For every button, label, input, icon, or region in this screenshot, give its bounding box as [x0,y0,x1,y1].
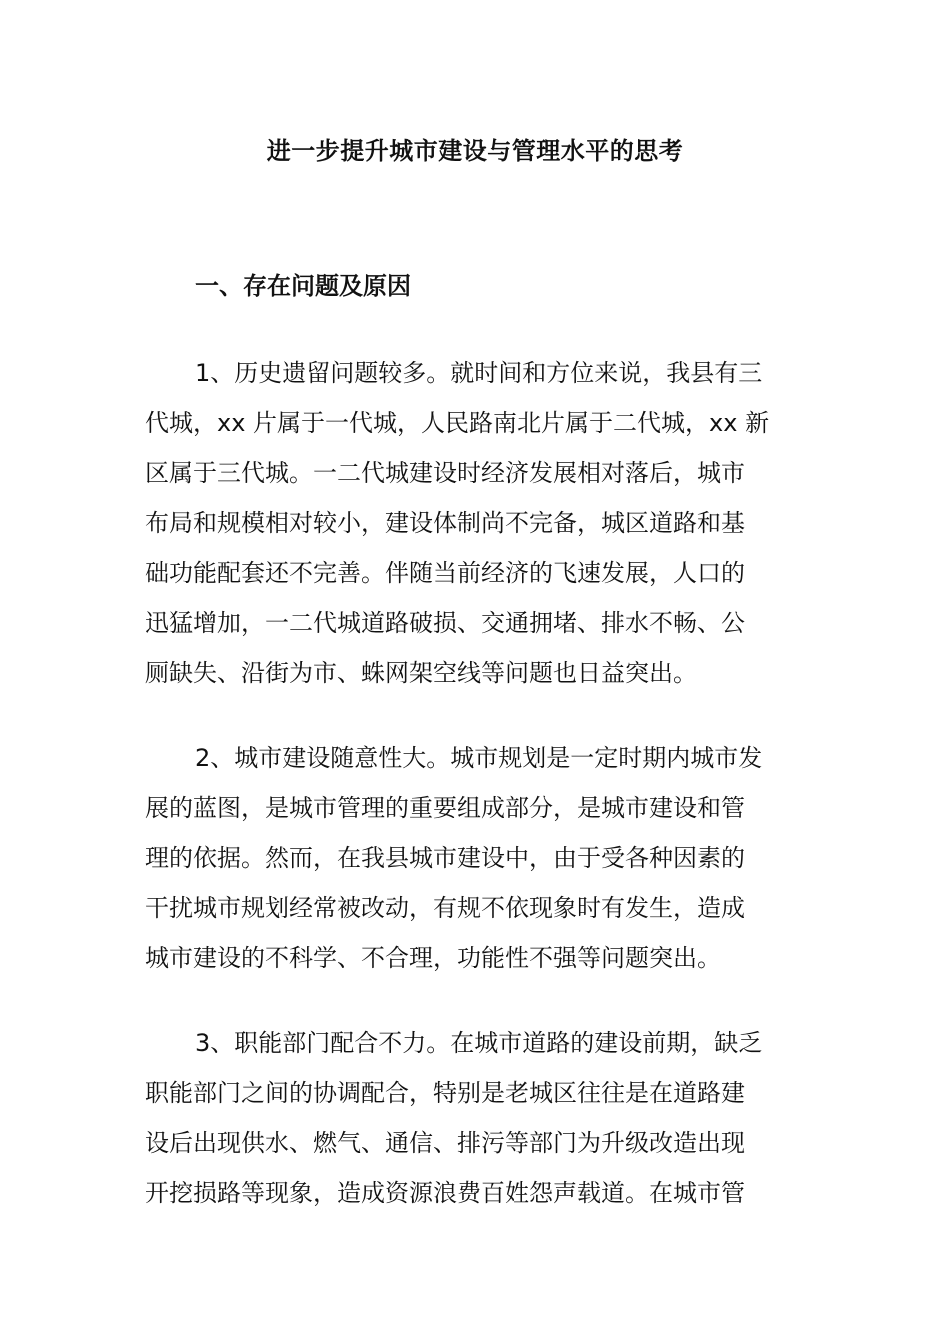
paragraph-line: 理的依据。然而，在我县城市建设中，由于受各种因素的 [145,844,745,872]
paragraph-line: 布局和规模相对较小，建设体制尚不完备，城区道路和基 [145,509,745,537]
paragraph-line: 厕缺失、沿街为市、蛛网架空线等问题也日益突出。 [145,659,697,687]
paragraph-line: 开挖损路等现象，造成资源浪费百姓怨声载道。在城市管 [145,1179,745,1207]
paragraph-line: 职能部门之间的协调配合，特别是老城区往往是在道路建 [145,1079,745,1107]
paragraph-line: 展的蓝图，是城市管理的重要组成部分，是城市建设和管 [145,794,745,822]
paragraph-line: 干扰城市规划经常被改动，有规不依现象时有发生，造成 [145,894,745,922]
paragraph-line: 1、历史遗留问题较多。就时间和方位来说，我县有三 [195,359,763,387]
paragraph-line: 2、城市建设随意性大。城市规划是一定时期内城市发 [195,744,763,772]
document-title: 进一步提升城市建设与管理水平的思考 [266,137,684,165]
paragraph-line: 3、职能部门配合不力。在城市道路的建设前期，缺乏 [195,1029,763,1057]
paragraph-line: 城市建设的不科学、不合理，功能性不强等问题突出。 [145,944,721,972]
paragraph-line: 迅猛增加，一二代城道路破损、交通拥堵、排水不畅、公 [145,609,745,637]
paragraph-line: 础功能配套还不完善。伴随当前经济的飞速发展，人口的 [145,559,745,587]
paragraph-line: 区属于三代城。一二代城建设时经济发展相对落后，城市 [145,459,745,487]
paragraph-line: 代城，xx 片属于一代城，人民路南北片属于二代城，xx 新 [145,409,770,437]
paragraph-line: 设后出现供水、燃气、通信、排污等部门为升级改造出现 [145,1129,745,1157]
section-heading: 一、存在问题及原因 [195,272,411,300]
